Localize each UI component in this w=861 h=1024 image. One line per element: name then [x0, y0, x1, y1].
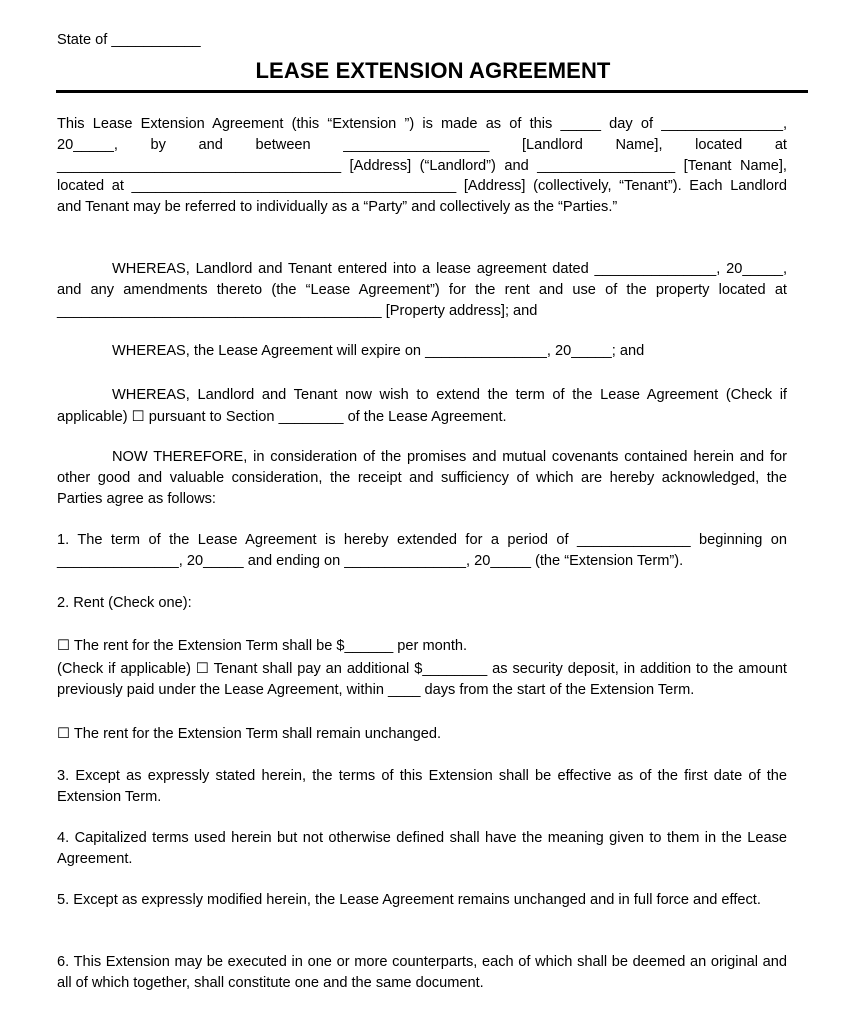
- clause-2-heading: 2. Rent (Check one):: [57, 595, 192, 611]
- intro-paragraph: This Lease Extension Agreement (this “Extension ”) is made as of this _____ day of _______________, 20_____, by and between __________________ [Landlord Name], located at ___________________________________ [Address] (“Landlord”) and _________________ [Tenant Name], located at ________________________________________ [Address] (collectively, “Tenant”). Each Landlord and Tenant may be referred to individually as a “Party” and collectively as the “Parties.”: [57, 116, 787, 216]
- rent-option-security-deposit: (Check if applicable) ☐ Tenant shall pay an additional $________ as security deposit, in addition to the amount previously paid under the Lease Agreement, within ____ days from the start of the Extension Term.: [57, 661, 787, 698]
- clause-1: 1. The term of the Lease Agreement is hereby extended for a period of ______________ beginning on _______________, 20_____ and ending on _______________, 20_____ (the “Extension Term”).: [57, 532, 787, 569]
- title-divider: [56, 90, 808, 93]
- whereas-paragraph-3: WHEREAS, Landlord and Tenant now wish to extend the term of the Lease Agreement (Check if applicable) ☐ pursuant to Section ________ of the Lease Agreement.: [57, 387, 787, 425]
- rent-option-per-month: ☐ The rent for the Extension Term shall be $______ per month.: [57, 638, 468, 654]
- clause-4: 4. Capitalized terms used herein but not otherwise defined shall have the meaning given to them in the Lease Agreement.: [57, 830, 787, 867]
- clause-3: 3. Except as expressly stated herein, the terms of this Extension shall be effective as of the first date of the Extension Term.: [57, 768, 787, 805]
- rent-option-unchanged: ☐ The rent for the Extension Term shall remain unchanged.: [57, 726, 442, 742]
- document-title: LEASE EXTENSION AGREEMENT: [255, 58, 611, 83]
- clause-5: 5. Except as expressly modified herein, the Lease Agreement remains unchanged and in full force and effect.: [57, 892, 761, 908]
- whereas-paragraph-1: WHEREAS, Landlord and Tenant entered into a lease agreement dated _______________, 20_____, and any amendments thereto (the “Lease Agreement”) for the rent and use of the property located at ________________________________________ [Property address]; and: [57, 261, 787, 319]
- whereas-paragraph-2: WHEREAS, the Lease Agreement will expire on _______________, 20_____; and: [112, 343, 645, 359]
- now-therefore-paragraph: NOW THEREFORE, in consideration of the promises and mutual covenants contained herein and for other good and valuable consideration, the receipt and sufficiency of which are hereby acknowledged, the Parties agree as follows:: [57, 449, 787, 507]
- state-line: State of ___________: [57, 32, 201, 48]
- clause-6: 6. This Extension may be executed in one or more counterparts, each of which shall be deemed an original and all of which together, shall constitute one and the same document.: [57, 954, 787, 991]
